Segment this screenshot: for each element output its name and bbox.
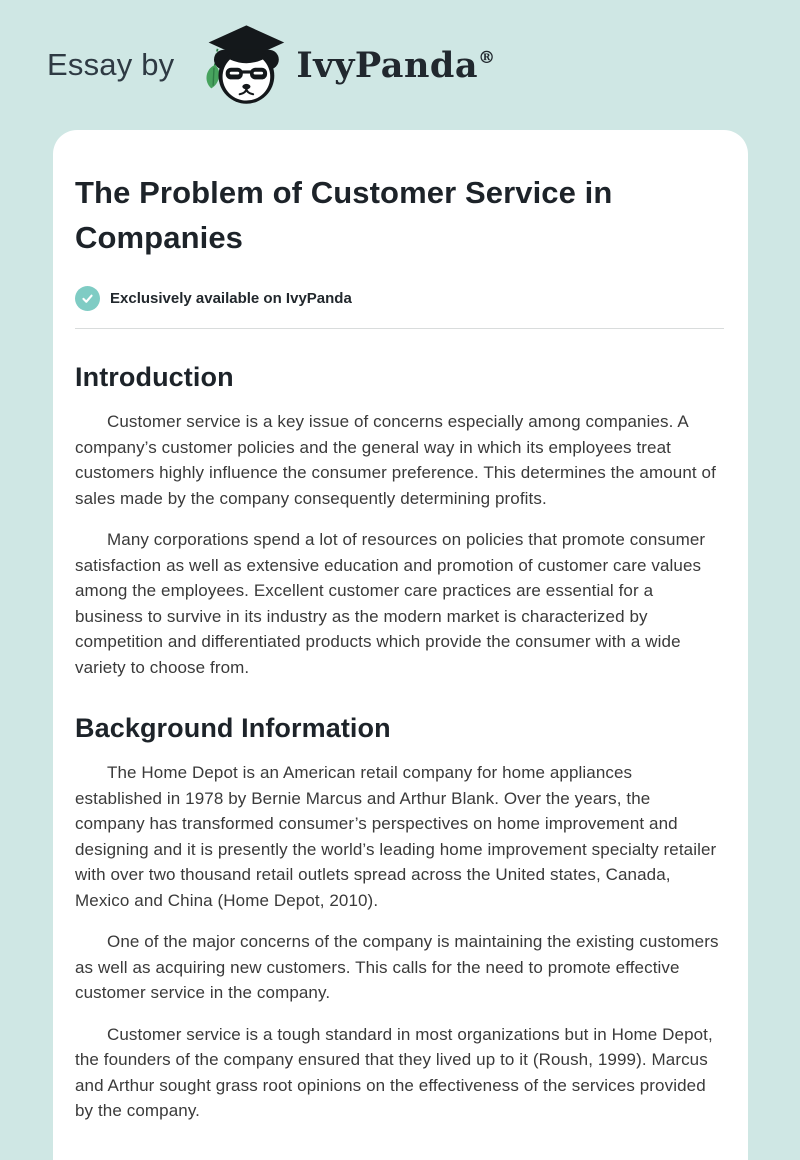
- paragraph: Customer service is a tough standard in most organizations but in Home Depot, the founders of the company ensured that they lived up to it (Roush, 1999). Marcus and Arthur sought grass root opinions on the effectiveness of the services provided by the company.: [75, 1024, 713, 1120]
- ivypanda-logo-link[interactable]: [190, 19, 292, 111]
- section-heading-background-information: Background Information: [75, 713, 391, 743]
- essay-card: [53, 130, 748, 1160]
- availability-badge-label: Exclusively available on IvyPanda: [110, 290, 352, 307]
- section-background-information: [75, 713, 724, 1124]
- paragraph: Many corporations spend a lot of resources on policies that promote consumer satisfaction as well as extensive education and promotion of customer care values among the employees. Excellent customer care practices are essential for a business to survive in its industry as the modern market is characterized by competition and differentiated products which provide the consumer with a wide variety to choose from.: [75, 530, 706, 677]
- divider: [75, 328, 724, 329]
- site-header: [0, 0, 800, 130]
- paragraph: Customer service is a key issue of concerns especially among companies. A company’s customer policies and the general way in which its employees treat customers highly influence the consumer preference. This determines the amount of sales made by the company consequently determining profits.: [75, 412, 716, 508]
- availability-badge: [75, 286, 724, 311]
- paragraph: One of the major concerns of the company is maintaining the existing customers as well as acquiring new customers. This calls for the need to promote effective customer service in the company.: [75, 932, 719, 1002]
- section-introduction: [75, 362, 724, 680]
- paragraph: The Home Depot is an American retail company for home appliances established in 1978 by Bernie Marcus and Arthur Blank. Over the years, the company has transformed consumer’s perspectives on home improvement and designing and it is presently the world’s leading home improvement specialty retailer with over two thousand retail outlets spread across the United states, Canada, Mexico and China (Home Depot, 2010).: [75, 763, 717, 910]
- section-heading-introduction: Introduction: [75, 362, 234, 392]
- page-title: The Problem of Customer Service in Companies: [75, 175, 613, 255]
- essay-by-label: Essay by: [47, 47, 175, 82]
- ivypanda-panda-logo-icon: [191, 20, 291, 110]
- check-icon: [75, 286, 100, 311]
- brand-name: IvyPanda: [296, 44, 479, 86]
- brand-wordmark[interactable]: [296, 45, 495, 86]
- registered-mark: ®: [478, 47, 496, 68]
